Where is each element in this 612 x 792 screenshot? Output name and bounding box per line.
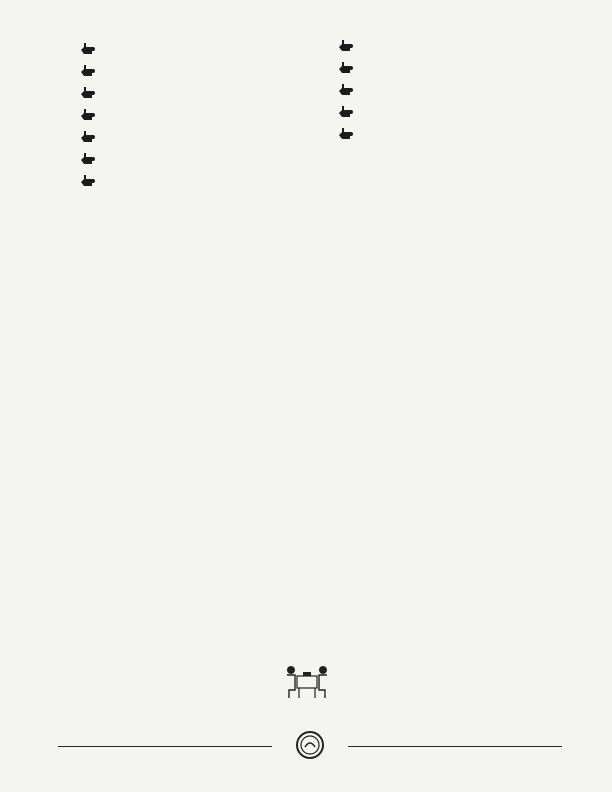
pointing-hand-icon xyxy=(80,151,96,165)
seated-figures-illustration xyxy=(283,662,331,702)
dated-entry xyxy=(58,85,304,104)
pointing-hand-icon xyxy=(80,107,96,121)
right-column xyxy=(316,38,562,728)
pointing-hand-icon xyxy=(80,129,96,143)
dated-entry xyxy=(316,82,562,101)
footer-rule-left xyxy=(58,746,272,747)
dated-entry xyxy=(316,126,562,145)
pointing-hand-icon xyxy=(80,41,96,55)
pointing-hand-icon xyxy=(338,82,354,96)
pointing-hand-icon xyxy=(338,104,354,118)
pointing-hand-icon xyxy=(80,63,96,77)
page-footer xyxy=(58,732,562,758)
right-entries xyxy=(316,38,562,145)
dated-entry xyxy=(316,104,562,123)
dated-entry xyxy=(58,107,304,126)
pointing-hand-icon xyxy=(338,38,354,52)
dated-entry xyxy=(316,60,562,79)
footer-rule-right xyxy=(348,746,562,747)
dated-entry xyxy=(58,173,304,192)
dated-entry xyxy=(58,41,304,60)
dated-entry xyxy=(58,63,304,82)
dated-entry xyxy=(316,38,562,57)
left-column xyxy=(58,38,304,728)
pointing-hand-icon xyxy=(338,60,354,74)
left-entries xyxy=(58,41,304,192)
dated-entry xyxy=(58,129,304,148)
pointing-hand-icon xyxy=(80,173,96,187)
pointing-hand-icon xyxy=(80,85,96,99)
page-number-emblem-icon xyxy=(295,730,325,760)
dated-entry xyxy=(58,151,304,170)
pointing-hand-icon xyxy=(338,126,354,140)
